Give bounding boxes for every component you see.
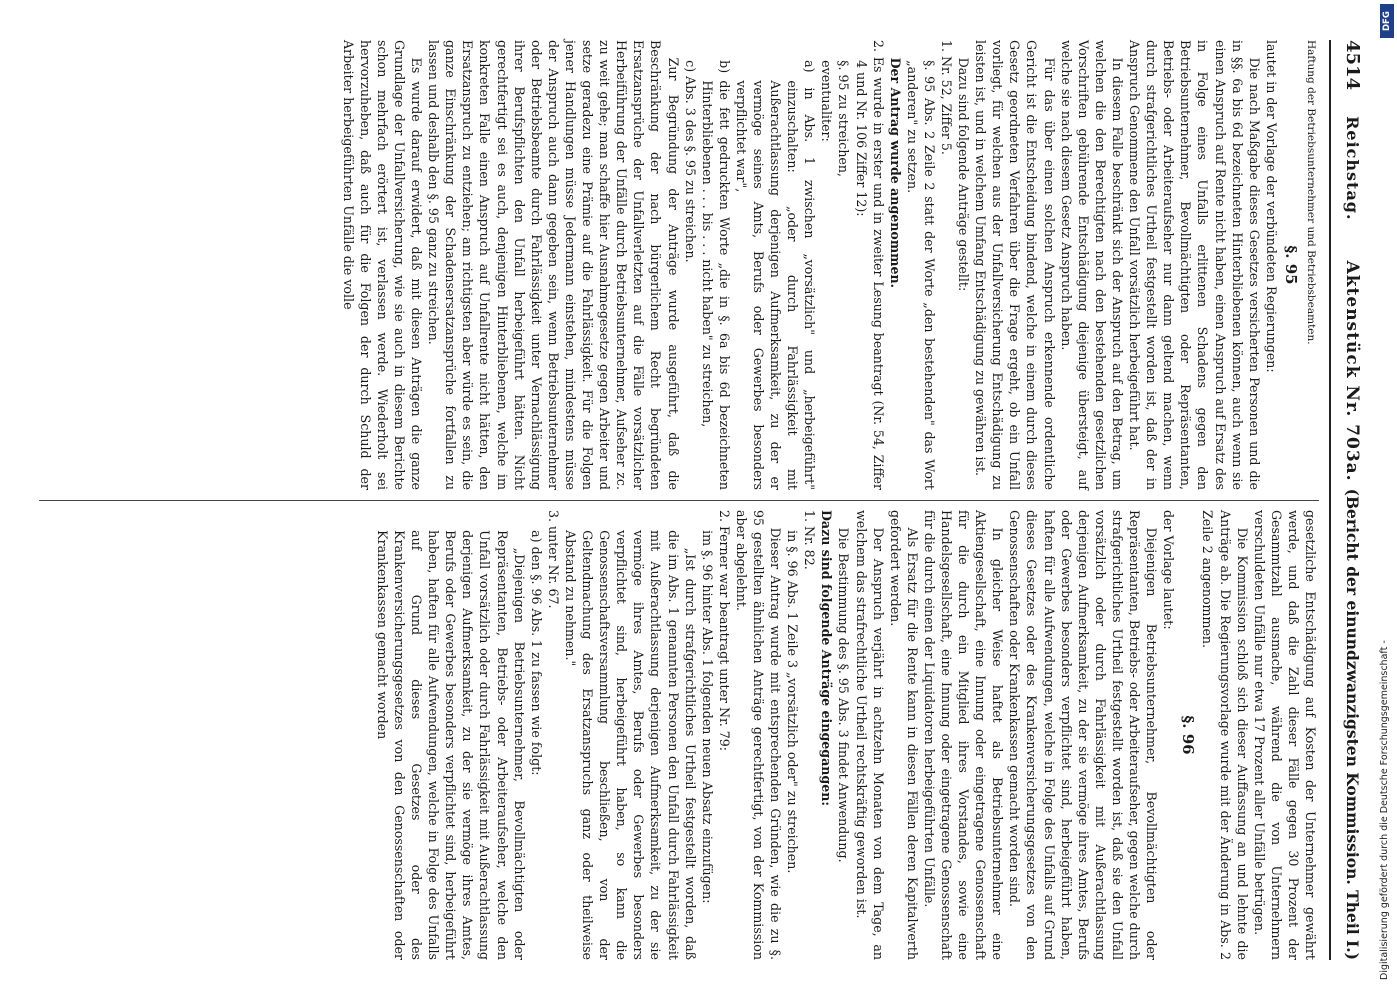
section-95: §. 95 [1281, 245, 1300, 285]
antrag-3-quote: „Diejenigen Betriebsunternehmer, Bevollmächtigten oder Repräsentanten, Betriebs- oder Arbeiteraufseher, welche den Unfall vorsätzlich oder durch Fahrlässigkeit mit Außerachtlassung derjenigen Aufmerksamkeit, zu der sie vermöge ihres Amtes, Berufs oder Gewerbes besonders verpflichtet sind, herbeigeführt haben, haften für alle Aufwendungen, welche in Folge des Unfalls auf Grund dieses Gesetzes oder des Krankenversicherungsgesetzes von den Genossenschaften oder Krankenkassen gemacht worden [374, 530, 527, 960]
antrag-1-text: §. 95 Abs. 2 Zeile 2 statt der Worte „den bestehenden" das Wort „anderen" zu setzen. [904, 60, 937, 490]
left-column [340, 40, 1319, 490]
section-96: §. 96 [1179, 715, 1198, 755]
caption: Haftung der Betriebsunternehmer und Betriebsbeamten. [1305, 40, 1317, 345]
page-header [1335, 40, 1361, 960]
antrag-2c: c) Abs. 3 des §. 95 zu streichen. [682, 60, 698, 263]
header-aktenstueck: Aktenstück Nr. 703a. [1342, 260, 1362, 482]
paragraph: Der Anspruch verjährt in achtzehn Monaten von dem Tage, an welchem das strafrechtliche Urtheil rechtskräftig geworden ist. [853, 510, 886, 960]
antrag-2-text: im §. 96 hinter Abs. 1 folgenden neuen Absatz einzufügen: [699, 530, 715, 904]
paragraph: Diejenigen Betriebsunternehmer, Bevollmächtigten oder Repräsentanten, Betriebs- oder Arbeiteraufseher, gegen welche durch strafgerichtliches Urtheil festgestellt worden ist, daß sie den Unfall vorsätzlich oder durch Fahrlässigkeit mit Außerachtlassung derjenigen Aufmerksamkeit, zu der sie vermöge ihres Amtes, Berufs oder Gewerbes besonders verpflichtet sind, herbeigeführt haben, haften für alle Aufwendungen, welche in Folge des Unfalls auf Grund dieses Gesetzes oder des Krankenversicherungsgesetzes von den Genossenschaften oder Krankenkassen gemacht worden sind. [1007, 510, 1160, 961]
antrag-2-text: §. 95 zu streichen, [836, 60, 852, 177]
antrag-1-text: in §. 96 Abs. 1 Zeile 3 „vorsätzlich oder" zu streichen. [785, 530, 801, 874]
column-separator [39, 500, 1319, 501]
antraege-intro: Dazu sind folgende Anträge eingegangen: [819, 510, 835, 807]
page-number: 4514 [1342, 40, 1363, 91]
paragraph: gesetzliche Entschädigung auf Kosten der Unternehmer gewährt werde, und daß die Zahl dieser Fälle gegen 30 Prozent der Gesammtzahl ausmache, während die von Unternehmern verschuldeten Unfälle nur etwa 17 Prozent aller Unfälle betrügen. [1251, 510, 1318, 960]
header-bericht: (Bericht der einundzwanzigsten Kommission. Theil I.) [1343, 488, 1362, 960]
section-95-intro: lautet in der Vorlage der verbündeten Regierungen: [1263, 40, 1279, 373]
antrag-3: 3. unter Nr. 67. [545, 510, 561, 609]
digitization-notice: Digitalisierung gefördert durch die Deutsche Forschungsgemeinschaft - [1379, 640, 1390, 980]
paragraph: Es wurde darauf erwidert, daß mit diesen Anträgen die ganze Grundlage der Unfallversicherung, wie sie auch in diesem Berichte schon mehrfach erörtert ist, verlassen werde. Wiederholt sei hervorzuheben, daß auch für die Folgen der durch Schuld der Arbeiter herbeigeführten Unfälle die volle [340, 40, 425, 490]
paragraph: Die Bestimmung des §. 95 Abs. 3 findet Anwendung. [836, 527, 852, 863]
paragraph: In diesem Falle beschränkt sich der Anspruch auf den Betrag, um welchen die den Berechtigten nach den bestehenden gesetzlichen Vorschriften gebührende Entschädigung diejenige übersteigt, auf welche sie nach diesem Gesetz Anspruch haben. [1058, 40, 1125, 490]
paragraph: Für das über einen solchen Anspruch erkennende ordentliche Gericht ist die Entscheidung bindend, welche in einem durch dieses Gesetz geordneten Verfahren über die Frage ergeht, ob ein Unfall vorliegt, für welchen aus der Unfallversicherung Entschädigung zu leisten ist, und in welchem Umfang Entschädigung zu gewähren ist. [973, 40, 1057, 490]
antrag-2: 2. Ferner war beantragt unter Nr. 79: [716, 510, 732, 751]
antrag-2: 2. Es wurde in erster und in zweiter Lesung beantragt (Nr. 54, Ziffer 4 und Nr. 106 Ziffer 12): [853, 40, 886, 490]
header-rule [1329, 40, 1331, 960]
header-reichstag: Reichstag. [1343, 116, 1362, 221]
paragraph: In gleicher Weise haftet als Betriebsunternehmer eine Aktiengesellschaft, eine Innung oder eingetragene Genossenschaft für die durch ein Mitglied ihres Vorstandes, sowie eine Handelsgesellschaft, eine Innung oder eingetragene Genossenschaft für die durch einen der Liquidatoren herbeigeführten Unfälle. [921, 510, 1006, 960]
antrag-2a: a) in Abs. 1 zwischen „vorsätzlich" und „herbeigeführt" einzuschalten: „oder durch Fahrlässigkeit mit Außerachtlassung derjenigen Aufmerksamkeit, zu der er vermöge seines Amts, Berufs oder Gewerbes besonders verpflichtet war", [733, 60, 818, 490]
rotated-document-page [15, 20, 1375, 980]
section-96-intro: der Vorlage lautet: [1161, 510, 1177, 630]
antraege-intro: Dazu sind folgende Anträge gestellt: [956, 57, 972, 292]
right-column [374, 510, 1319, 960]
antrag-1: 1. Nr. 52, Ziffer 5. [939, 40, 955, 155]
paragraph: Die Kommission schloß sich dieser Auffassung an und lehnte die Anträge ab. Die Regierungsvorlage wurde mit der Änderung in Abs. 2 Zeile 2 angenommen. [1200, 510, 1250, 960]
antrag-3-text: a) den §. 96 Abs. 1 zu fassen wie folgt: [528, 530, 544, 776]
paragraph: Zur Begründung der Anträge wurde ausgeführt, daß die Beschränkung der nach bürgerlichem Recht begründeten Ersatzansprüche der Unfallverletzten auf die Fälle vorsätzlicher Herbeiführung der Unfälle durch Betriebsunternehmer, Aufseher zc. zu weit gehe; man schaffe hier Ausnahmegesetze gegen Arbeiter und setze geradezu eine Prämie auf die Fahrlässigkeit. Für die Folgen jener Handlungen müsse Jedermann einstehen, mindestens müsse der Anspruch auch dann gegeben sein, wenn Betriebsunternehmer oder Betriebsbeamte durch Fahrlässigkeit unter Vernachlässigung ihrer Berufspflichten den Unfall herbeigeführt hätten. Nicht gerechtfertigt sei es auch, denjenigen Hinterbliebenen, welche im konkreten Falle einen Anspruch auf Unfallrente nicht hätten, den Ersatzanspruch zu entziehen; am richtigsten aber würde es sein, die ganze Einschränkung der Schadensersatzansprüche fortfallen zu lassen und deshalb den §. 95 ganz zu streichen. [426, 40, 681, 490]
antrag-1-result: Dieser Antrag wurde mit entsprechenden Gründen, wie die zu §. 95 gestellten ähnlichen Anträge gerechtfertigt, von der Kommission aber abgelehnt. [733, 510, 784, 960]
dfg-logo: DFG [1380, 4, 1394, 38]
antrag-1-result: Der Antrag wurde angenommen. [887, 57, 903, 289]
antrag-2b: b) die fett gedruckten Worte „die in §. 6a bis 6d bezeichneten Hinterbliebenen . . . bis . . . nicht haben" zu streichen, [699, 60, 732, 490]
paragraph: Die nach Maßgabe dieses Gesetzes versicherten Personen und die in §§. 6a bis 6d bezeichneten Hinterbliebenen können, auch wenn sie einen Anspruch auf Rente nicht haben, einen Anspruch auf Ersatz des in Folge eines Unfalls erlittenen Schadens gegen den Betriebsunternehmer, Bevollmächtigten oder Repräsentanten, Betriebs- oder Arbeiteraufseher nur dann geltend machen, wenn durch strafgerichtliches Urtheil festgestellt worden ist, daß der in Anspruch Genommene den Unfall vorsätzlich herbeigeführt hat. [1127, 40, 1262, 490]
antrag-2-quote: „Ist durch strafgerichtliches Urtheil festgestellt worden, daß die im Abs. 1 genannten Personen den Unfall durch Fahrlässigkeit mit Außerachtlassung derjenigen Aufmerksamkeit, zu der sie vermöge ihres Amtes, Berufs oder Gewerbes besonders verpflichtet sind, herbeigeführt haben, so kann die Genossenschaftsversammlung beschließen, von der Geltendmachung des Ersatzanspruchs ganz oder theilweise Abstand zu nehmen." [562, 530, 698, 960]
paragraph: Als Ersatz für die Rente kann in diesen Fällen deren Kapitalwerth gefordert werden. [887, 510, 920, 960]
antrag-2-eventual: eventualiter: [819, 60, 835, 142]
antrag-1: 1. Nr. 82. [802, 510, 818, 570]
